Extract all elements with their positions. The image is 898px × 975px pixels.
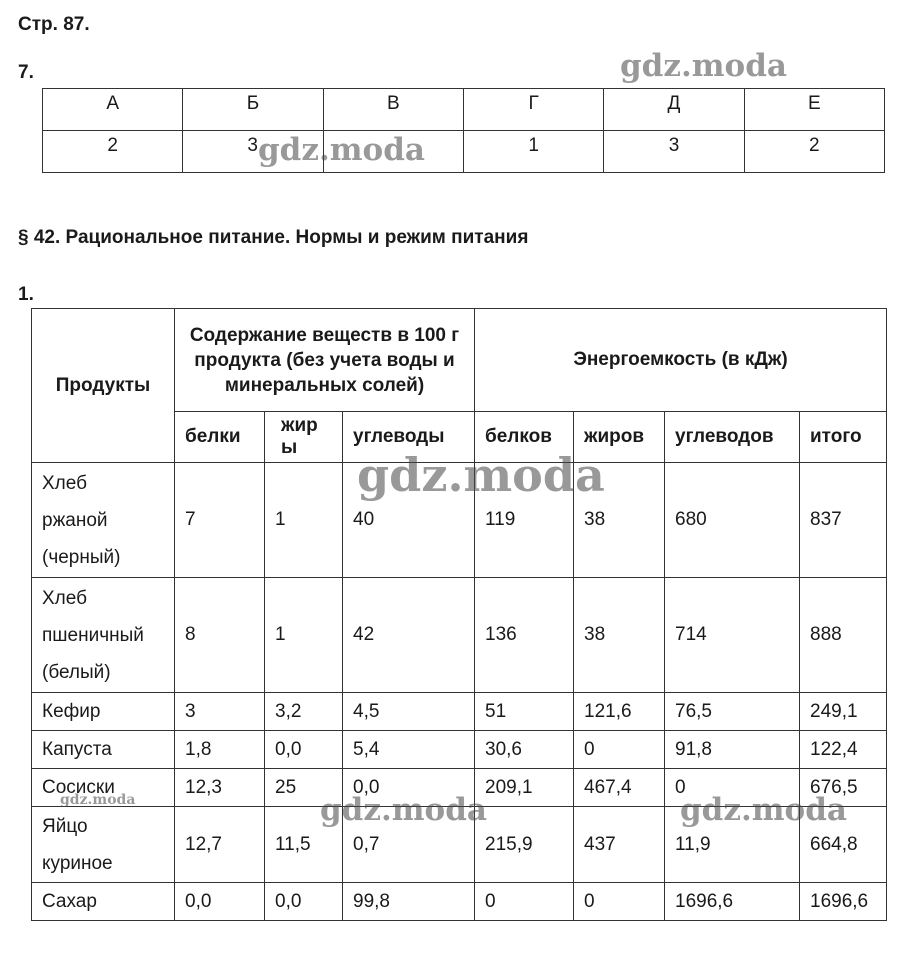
watermark-text: gdz.moda (320, 792, 487, 828)
sub-header: итого (800, 412, 887, 463)
product-name (32, 463, 175, 578)
task7-header-cell: Г (463, 89, 603, 131)
product-name-line: Хлеб (42, 587, 87, 609)
task7-value-cell (323, 131, 463, 173)
value-cell: 11,5 (265, 807, 343, 883)
value-cell: 437 (574, 807, 665, 883)
value-cell: 1 (265, 578, 343, 693)
value-cell: 11,9 (665, 807, 800, 883)
watermark-text: gdz.moda (60, 792, 136, 808)
sub-header: жиров (574, 412, 665, 463)
sub-header: углеводов (665, 412, 800, 463)
product-name-line: Капуста (42, 739, 112, 760)
table-body (32, 463, 887, 921)
product-name-line: куриное (42, 852, 113, 874)
value-cell: 1696,6 (665, 883, 800, 921)
value-cell: 30,6 (475, 731, 574, 769)
sub-header: белков (475, 412, 574, 463)
table-row (32, 731, 887, 769)
value-cell: 1 (265, 463, 343, 578)
watermark-text: gdz.moda (620, 48, 787, 84)
value-cell: 215,9 (475, 807, 574, 883)
table-row (32, 693, 887, 731)
product-name (32, 693, 175, 731)
table-row (32, 883, 887, 921)
product-name-line: (белый) (42, 661, 111, 683)
value-cell: 209,1 (475, 769, 574, 807)
sub-header: углеводы (343, 412, 475, 463)
value-cell: 99,8 (343, 883, 475, 921)
task7-value-cell: 3 (183, 131, 323, 173)
value-cell: 42 (343, 578, 475, 693)
section-title: § 42. Рациональное питание. Нормы и режим питания (18, 227, 529, 248)
value-cell: 0 (475, 883, 574, 921)
value-cell: 121,6 (574, 693, 665, 731)
product-name-line: Яйцо (42, 815, 88, 837)
watermark-text: gdz.moda (357, 448, 605, 502)
value-cell: 0,0 (265, 731, 343, 769)
value-cell: 664,8 (800, 807, 887, 883)
page-label: Стр. 87. (18, 14, 90, 35)
value-cell: 4,5 (343, 693, 475, 731)
value-cell: 0 (574, 731, 665, 769)
value-cell: 0,0 (265, 883, 343, 921)
value-cell: 676,5 (800, 769, 887, 807)
task7-number: 7. (18, 62, 34, 83)
value-cell: 5,4 (343, 731, 475, 769)
task7-header-cell: Е (744, 89, 884, 131)
header-row (32, 309, 887, 412)
value-cell: 714 (665, 578, 800, 693)
table-row (32, 807, 887, 883)
header-products: Продукты (32, 309, 175, 463)
value-cell: 837 (800, 463, 887, 578)
table-row (32, 463, 887, 578)
task7-table (42, 88, 885, 173)
header-energy: Энергоемкость (в кДж) (475, 309, 887, 412)
product-name-line: Сахар (42, 891, 97, 912)
product-name-line: ржаной (42, 509, 108, 531)
table-row (32, 769, 887, 807)
value-cell: 0 (574, 883, 665, 921)
value-cell: 40 (343, 463, 475, 578)
value-cell: 249,1 (800, 693, 887, 731)
value-cell: 12,7 (175, 807, 265, 883)
value-cell: 467,4 (574, 769, 665, 807)
value-cell: 0,0 (175, 883, 265, 921)
value-cell: 12,3 (175, 769, 265, 807)
value-cell: 122,4 (800, 731, 887, 769)
value-cell: 888 (800, 578, 887, 693)
value-cell: 1696,6 (800, 883, 887, 921)
task7-header-cell: А (43, 89, 183, 131)
value-cell: 680 (665, 463, 800, 578)
task7-value-cell: 1 (463, 131, 603, 173)
value-cell: 38 (574, 578, 665, 693)
value-cell: 25 (265, 769, 343, 807)
value-cell: 1,8 (175, 731, 265, 769)
value-cell: 51 (475, 693, 574, 731)
value-cell: 7 (175, 463, 265, 578)
task7-header-row (43, 89, 885, 131)
task7-header-cell: Д (604, 89, 744, 131)
product-name-line: Хлеб (42, 472, 87, 494)
value-cell: 0,0 (343, 769, 475, 807)
task1-number: 1. (18, 284, 34, 305)
value-cell: 119 (475, 463, 574, 578)
value-cell: 3 (175, 693, 265, 731)
table-row (32, 578, 887, 693)
task7-value-cell: 3 (604, 131, 744, 173)
task7-value-cell: 2 (43, 131, 183, 173)
product-name (32, 578, 175, 693)
product-name-line: Кефир (42, 701, 101, 722)
value-cell: 76,5 (665, 693, 800, 731)
product-name-line: пшеничный (42, 624, 144, 646)
watermark-text: gdz.moda (680, 792, 847, 828)
product-name (32, 807, 175, 883)
sub-header: жир ы (265, 412, 343, 463)
value-cell: 3,2 (265, 693, 343, 731)
header-content: Содержание веществ в 100 г продукта (без учета воды и минеральных солей) (175, 309, 475, 412)
product-name-line: (черный) (42, 546, 121, 568)
value-cell: 8 (175, 578, 265, 693)
value-cell: 0,7 (343, 807, 475, 883)
task7-header-cell: В (323, 89, 463, 131)
nutrition-table (31, 308, 887, 921)
product-name-line: Сосиски (42, 777, 115, 798)
sub-header: белки (175, 412, 265, 463)
product-name (32, 883, 175, 921)
product-name (32, 769, 175, 807)
task7-value-row (43, 131, 885, 173)
value-cell: 136 (475, 578, 574, 693)
task7-header-cell: Б (183, 89, 323, 131)
task7-value-cell: 2 (744, 131, 884, 173)
value-cell: 91,8 (665, 731, 800, 769)
value-cell: 38 (574, 463, 665, 578)
value-cell: 0 (665, 769, 800, 807)
product-name (32, 731, 175, 769)
watermark-text: gdz.moda (258, 132, 425, 168)
